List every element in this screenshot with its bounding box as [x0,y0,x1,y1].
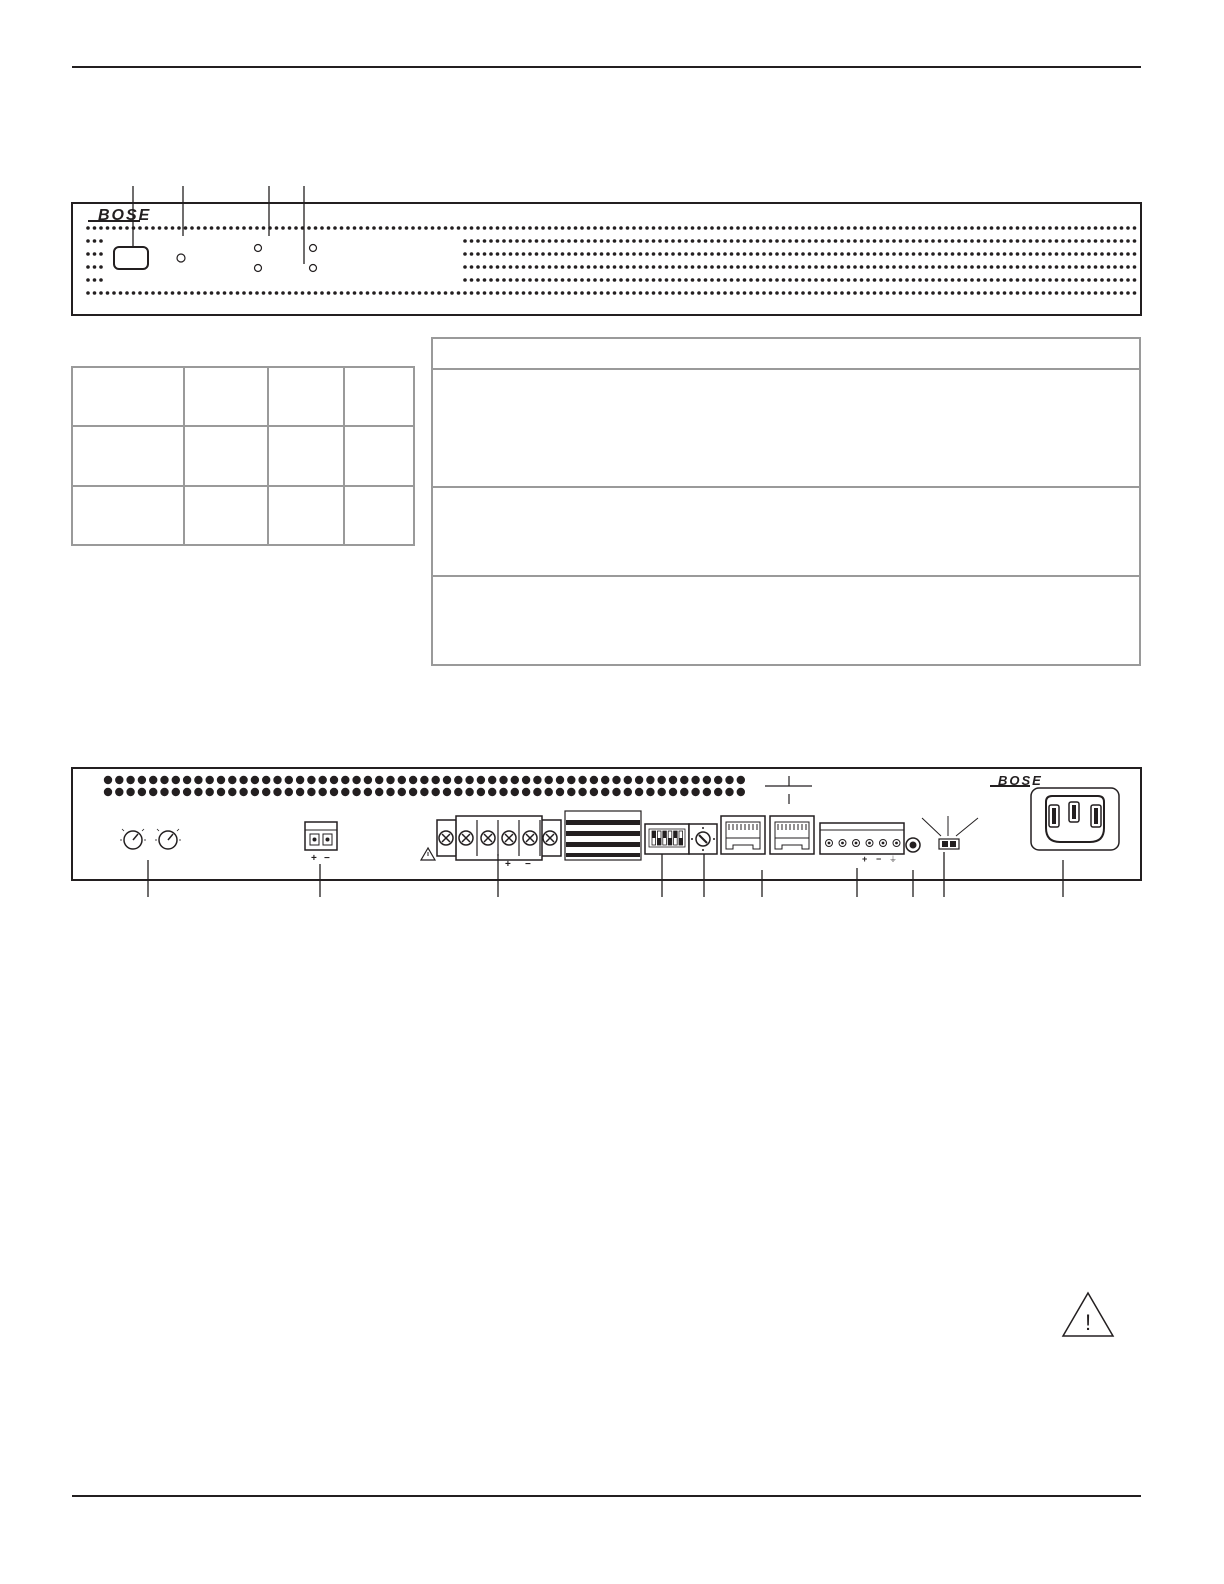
network-port-2 [770,816,814,854]
svg-text:BOSE: BOSE [998,773,1043,788]
input-plus-label: + [311,853,317,864]
euro-minus-label: − [876,854,882,864]
dip-switch-bank [645,824,689,854]
gain-knobs [120,829,181,849]
rear-panel-diagram [0,760,1224,920]
speaker-terminal-strip [437,816,561,860]
speaker-plus-label: + [505,859,511,870]
footer-rule [72,1495,1141,1497]
power-button[interactable] [114,247,148,269]
power-led [177,254,185,262]
rear-label-plate [565,811,641,860]
bose-logo-rear [990,773,1043,788]
status-led-3 [310,245,317,252]
bose-logo-front [88,207,151,224]
input-terminal-block [305,822,337,864]
front-vent-grille [86,226,1136,295]
euro-plus-label: + [862,854,868,864]
rear-vent-grille [104,776,745,796]
reset-pinhole [906,838,920,852]
rear-warning-icon [421,848,435,860]
front-panel-outline [72,203,1141,315]
network-port-1 [721,816,765,854]
description-table [431,337,1141,666]
speaker-minus-label: − [525,859,531,870]
status-led-4 [310,265,317,272]
euro-ground-label: ⏚ [889,855,897,864]
rear-status-leds [922,816,978,849]
rotary-switch [689,824,717,854]
warning-icon [1060,1290,1120,1340]
front-logo-text: BOSE [98,207,152,224]
status-led-1 [255,245,262,252]
warning-exclamation: ! [1084,1310,1092,1335]
rear-marker [765,776,812,804]
ac-power-inlet [1031,788,1119,850]
front-panel-diagram [0,0,1224,340]
front-callouts [133,186,304,264]
input-minus-label: − [324,853,330,864]
control-terminal-block [820,823,904,854]
led-status-table [71,366,415,546]
status-led-2 [255,265,262,272]
